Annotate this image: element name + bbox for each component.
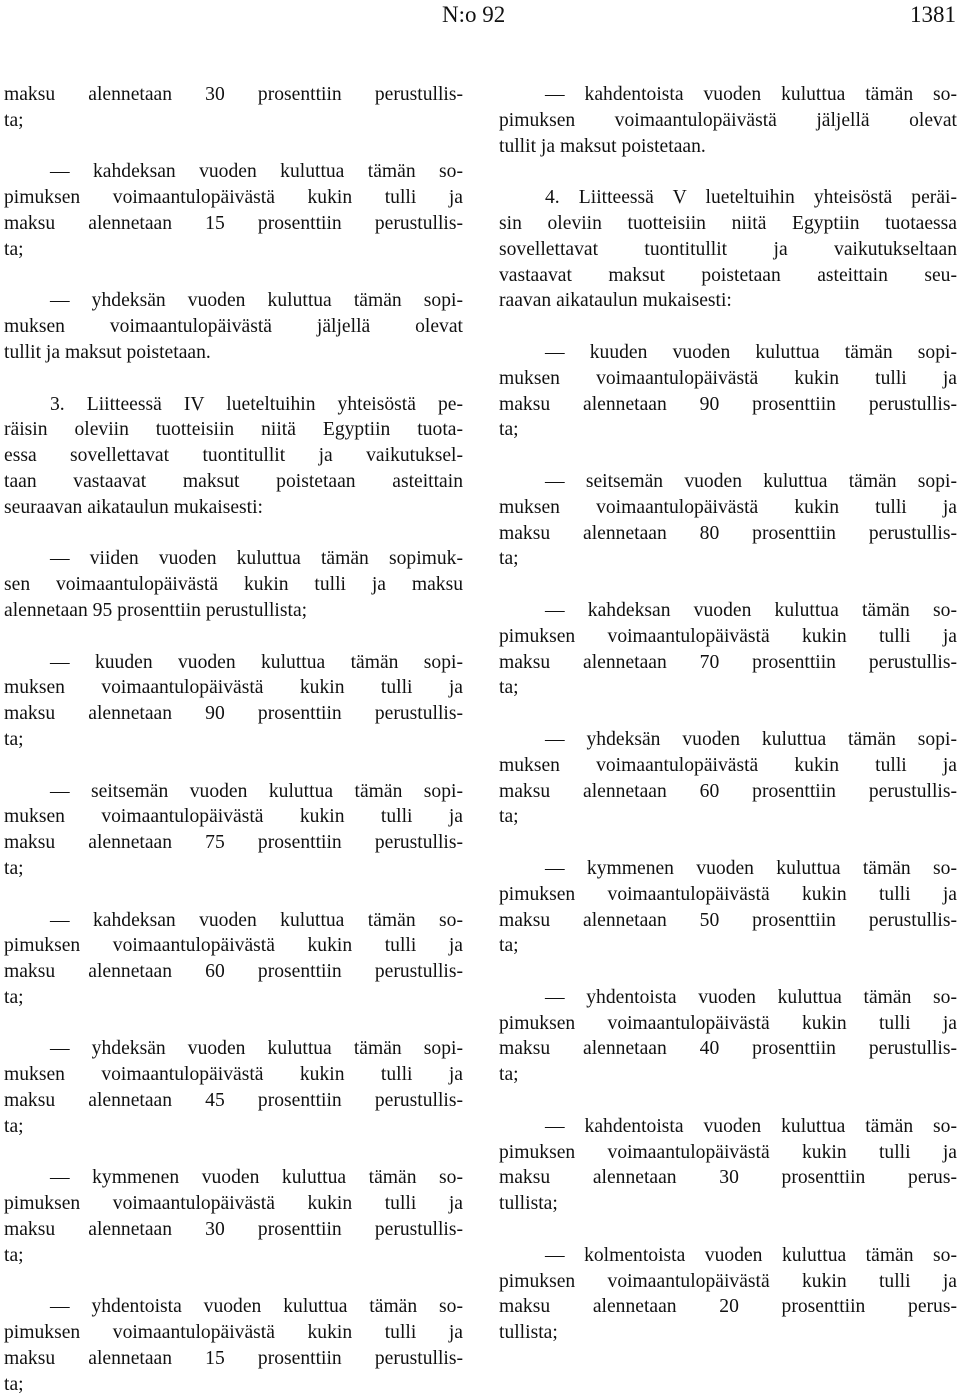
text-line: — kymmenen vuoden kuluttua tämän so- xyxy=(50,1167,463,1189)
text-line: pimuksen voimaantulopäivästä jäljellä olevat xyxy=(499,109,957,131)
text-line: räisin oleviin tuotteisiin niitä Egyptiin tuota- xyxy=(4,419,463,441)
text-line: pimuksen voimaantulopäivästä kukin tulli ja xyxy=(499,883,957,905)
text-line: pimuksen voimaantulopäivästä kukin tulli ja xyxy=(499,625,957,647)
text-line: tullit ja maksut poistetaan. xyxy=(4,341,211,363)
paragraph xyxy=(499,1243,957,1346)
paragraph xyxy=(4,650,463,753)
paragraph xyxy=(4,82,463,134)
text-line: muksen voimaantulopäivästä kukin tulli ja xyxy=(499,367,957,389)
text-line: — kahdeksan vuoden kuluttua tämän so- xyxy=(545,599,957,621)
paragraph xyxy=(499,340,957,443)
right-column xyxy=(499,82,957,1346)
issue-number: N:o 92 xyxy=(442,2,506,27)
text-line: — kahdentoista vuoden kuluttua tämän so- xyxy=(545,84,957,105)
text-line: maksu alennetaan 15 prosenttiin perustullis- xyxy=(4,1348,463,1370)
text-line: ta; xyxy=(499,419,519,441)
page-header xyxy=(0,0,960,40)
paragraph xyxy=(4,392,463,521)
text-line: maksu alennetaan 30 prosenttiin perustullis- xyxy=(4,1219,463,1241)
text-line: pimuksen voimaantulopäivästä kukin tulli ja xyxy=(499,1270,957,1292)
text-line: ta; xyxy=(4,1373,24,1395)
text-line: maksu alennetaan 40 prosenttiin perustullis- xyxy=(499,1038,957,1060)
text-line: muksen voimaantulopäivästä kukin tulli ja xyxy=(4,677,463,699)
text-line: ta; xyxy=(4,857,24,879)
text-line: maksu alennetaan 15 prosenttiin perustullis- xyxy=(4,212,463,234)
text-line: alennetaan 95 prosenttiin perustullista; xyxy=(4,599,308,621)
text-line: ta; xyxy=(4,1115,24,1137)
paragraph xyxy=(499,185,957,314)
paragraph xyxy=(499,598,957,701)
text-line: ta; xyxy=(499,677,519,699)
text-line: — yhdeksän vuoden kuluttua tämän sopi- xyxy=(545,728,957,750)
paragraph xyxy=(4,779,463,882)
paragraph xyxy=(499,985,957,1088)
text-line: maksu alennetaan 75 prosenttiin perustullis- xyxy=(4,832,463,854)
text-line: taan vastaavat maksut poistetaan asteittain xyxy=(4,470,463,492)
paragraph xyxy=(499,1114,957,1217)
text-line: — kahdeksan vuoden kuluttua tämän so- xyxy=(50,161,463,183)
text-line: muksen voimaantulopäivästä jäljellä olevat xyxy=(4,316,463,338)
text-line: muksen voimaantulopäivästä kukin tulli ja xyxy=(499,496,957,518)
paragraph xyxy=(4,159,463,262)
text-line: seuraavan aikataulun mukaisesti: xyxy=(4,496,263,518)
text-line: maksu alennetaan 60 prosenttiin perustullis- xyxy=(4,961,463,983)
text-line: — yhdentoista vuoden kuluttua tämän so- xyxy=(50,1296,463,1318)
text-line: essa sovellettavat tuontitullit ja vaikutuksel- xyxy=(4,445,463,467)
text-line: ta; xyxy=(4,238,24,260)
text-line: 4. Liitteessä V lueteltuihin yhteisöstä peräi- xyxy=(545,187,957,209)
text-line: tullista; xyxy=(499,1322,558,1344)
text-line: ta; xyxy=(499,1064,519,1086)
text-line: ta; xyxy=(4,1244,24,1266)
text-line: pimuksen voimaantulopäivästä kukin tulli ja xyxy=(4,187,463,209)
text-line: ta; xyxy=(499,935,519,957)
text-line: — yhdeksän vuoden kuluttua tämän sopi- xyxy=(50,1038,463,1060)
text-line: 3. Liitteessä IV lueteltuihin yhteisöstä pe- xyxy=(50,393,463,415)
text-line: ta; xyxy=(499,548,519,570)
text-line: ta; xyxy=(499,806,519,828)
text-line: — yhdentoista vuoden kuluttua tämän so- xyxy=(545,986,957,1008)
text-line: — kahdentoista vuoden kuluttua tämän so- xyxy=(545,1115,957,1137)
text-line: tullit ja maksut poistetaan. xyxy=(499,135,706,157)
text-line: ta; xyxy=(4,728,24,750)
text-line: pimuksen voimaantulopäivästä kukin tulli ja xyxy=(4,1193,463,1215)
page-number: 1381 xyxy=(910,2,956,27)
text-line: maksu alennetaan 45 prosenttiin perustullis- xyxy=(4,1090,463,1112)
text-line: maksu alennetaan 70 prosenttiin perustullis- xyxy=(499,651,957,673)
text-line: ta; xyxy=(4,109,24,131)
paragraph xyxy=(4,546,463,623)
paragraph xyxy=(4,1294,463,1397)
paragraph xyxy=(499,727,957,830)
text-line: maksu alennetaan 80 prosenttiin perustullis- xyxy=(499,522,957,544)
text-line: sen voimaantulopäivästä kukin tulli ja maksu xyxy=(4,574,463,596)
text-line: — kuuden vuoden kuluttua tämän sopi- xyxy=(50,651,463,673)
text-line: — yhdeksän vuoden kuluttua tämän sopi- xyxy=(50,290,463,312)
text-line: maksu alennetaan 30 prosenttiin perus- xyxy=(499,1167,957,1189)
text-line: — kuuden vuoden kuluttua tämän sopi- xyxy=(545,341,957,363)
text-line: raavan aikataulun mukaisesti: xyxy=(499,290,732,312)
paragraph xyxy=(499,856,957,959)
text-line: maksu alennetaan 60 prosenttiin perustullis- xyxy=(499,780,957,802)
text-line: maksu alennetaan 30 prosenttiin perustullis- xyxy=(4,84,463,105)
paragraph xyxy=(4,1165,463,1268)
text-line: maksu alennetaan 90 prosenttiin perustullis- xyxy=(4,703,463,725)
paragraph xyxy=(4,908,463,1011)
text-line: — seitsemän vuoden kuluttua tämän sopi- xyxy=(50,780,463,802)
text-line: maksu alennetaan 50 prosenttiin perustullis- xyxy=(499,909,957,931)
paragraph xyxy=(4,288,463,365)
text-line: maksu alennetaan 20 prosenttiin perus- xyxy=(499,1296,957,1318)
left-column xyxy=(4,82,463,1398)
text-line: pimuksen voimaantulopäivästä kukin tulli ja xyxy=(499,1141,957,1163)
text-line: pimuksen voimaantulopäivästä kukin tulli ja xyxy=(4,935,463,957)
text-line: ta; xyxy=(4,986,24,1008)
text-line: sovellettavat tuontitullit ja vaikutukseltaan xyxy=(499,238,957,260)
text-line: — seitsemän vuoden kuluttua tämän sopi- xyxy=(545,470,957,492)
text-line: vastaavat maksut poistetaan asteittain seu- xyxy=(499,264,957,286)
text-line: pimuksen voimaantulopäivästä kukin tulli ja xyxy=(4,1322,463,1344)
text-line: maksu alennetaan 90 prosenttiin perustullis- xyxy=(499,393,957,415)
text-line: — kahdeksan vuoden kuluttua tämän so- xyxy=(50,909,463,931)
text-line: sin oleviin tuotteisiin niitä Egyptiin tuotaessa xyxy=(499,212,957,234)
text-line: — viiden vuoden kuluttua tämän sopimuk- xyxy=(50,548,463,570)
paragraph xyxy=(499,469,957,572)
text-line: pimuksen voimaantulopäivästä kukin tulli ja xyxy=(499,1012,957,1034)
text-line: muksen voimaantulopäivästä kukin tulli ja xyxy=(499,754,957,776)
text-line: muksen voimaantulopäivästä kukin tulli ja xyxy=(4,1064,463,1086)
paragraph xyxy=(4,1036,463,1139)
text-line: muksen voimaantulopäivästä kukin tulli ja xyxy=(4,806,463,828)
paragraph xyxy=(499,82,957,159)
text-line: — kymmenen vuoden kuluttua tämän so- xyxy=(545,857,957,879)
text-line: tullista; xyxy=(499,1193,558,1215)
text-line: — kolmentoista vuoden kuluttua tämän so- xyxy=(545,1244,957,1266)
